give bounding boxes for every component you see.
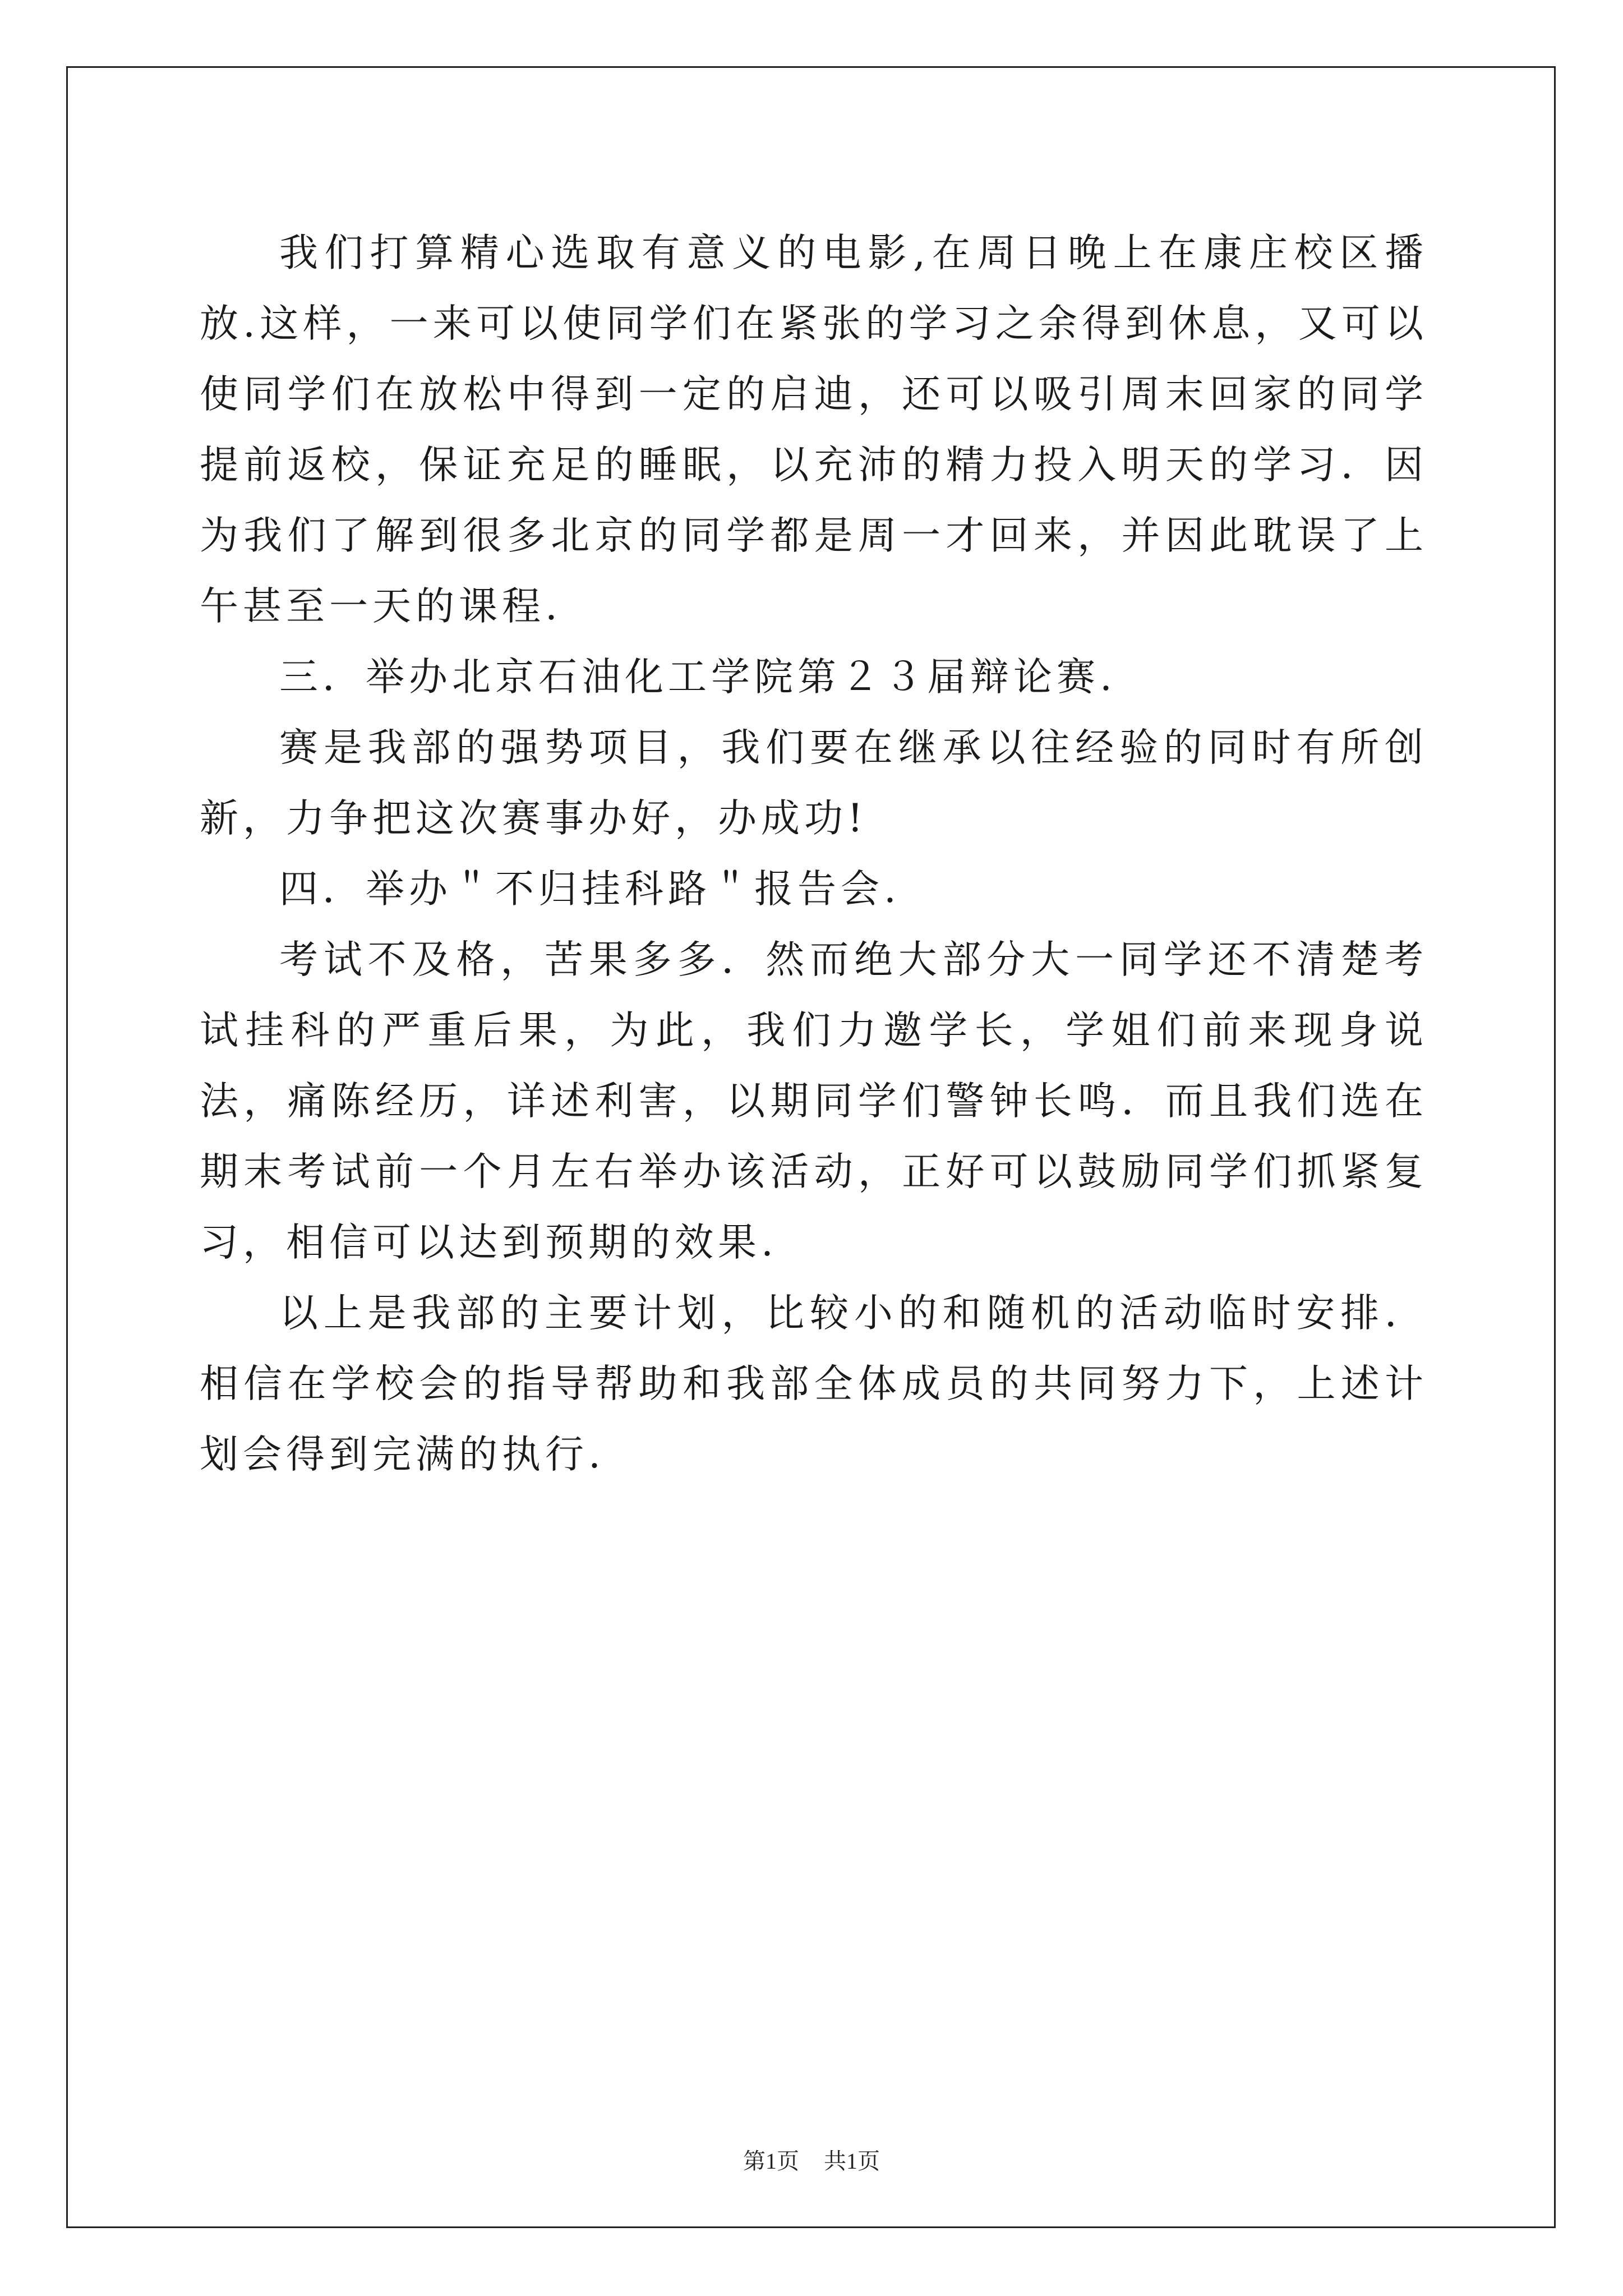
page-total: 共1页 (824, 2148, 880, 2174)
paragraph-debate: 赛是我部的强势项目，我们要在继承以往经验的同时有所创新，力争把这次赛事办好，办成功! (200, 725, 1428, 841)
heading-report-item: 四．举办＂不归挂科路＂报告会. (279, 867, 901, 912)
paragraph-report: 考试不及格，苦果多多．然而绝大部分大一同学还不清楚考试挂科的严重后果，为此，我们力邀学长，学姐们前来现身说法，痛陈经历，详述利害，以期同学们警钟长鸣．而且我们选在期末考试前一个月左右举办该活动，正好可以鼓励同学们抓紧复习，相信可以达到预期的效果. (200, 937, 1428, 1265)
page-number: 第1页 (743, 2148, 799, 2174)
page-footer (0, 2147, 1623, 2175)
document-body (200, 218, 1428, 1490)
paragraph-movie-plan: 我们打算精心选取有意义的电影,在周日晚上在康庄校区播放.这样，一来可以使同学们在紧张的学习之余得到休息，又可以使同学们在放松中得到一定的启迪，还可以吸引周末回家的同学提前返校，保证充足的睡眠，以充沛的精力投入明天的学习．因为我们了解到很多北京的同学都是周一才回来，并因此耽误了上午甚至一天的课程. (200, 231, 1428, 629)
heading-debate-item: 三．举办北京石油化工学院第２３届辩论赛. (279, 655, 1117, 700)
paragraph-conclusion: 以上是我部的主要计划，比较小的和随机的活动临时安排．相信在学校会的指导帮助和我部全体成员的共同努力下，上述计划会得到完满的执行. (200, 1291, 1428, 1477)
